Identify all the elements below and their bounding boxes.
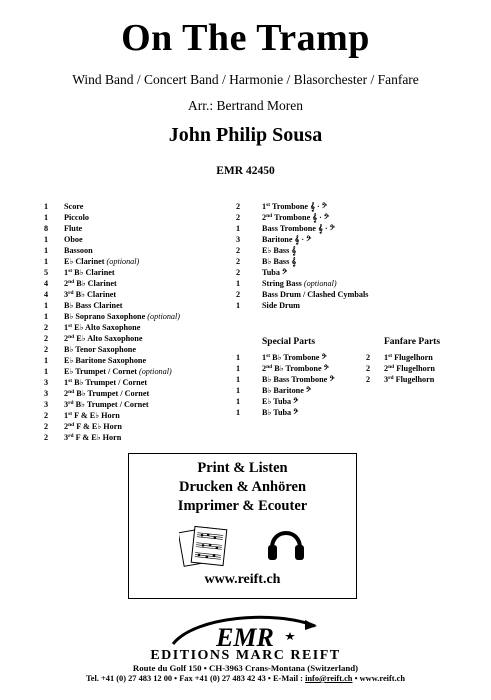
part-quantity: 2 bbox=[236, 213, 241, 222]
part-row bbox=[44, 311, 180, 322]
part-row bbox=[44, 234, 180, 245]
part-quantity: 2 bbox=[44, 411, 49, 420]
fanfare-parts-items bbox=[366, 352, 440, 385]
sheet-music-icon bbox=[179, 524, 235, 568]
composer-name: John Philip Sousa bbox=[168, 124, 323, 146]
part-row bbox=[236, 245, 368, 256]
part-name: Score bbox=[64, 202, 84, 211]
part-name: B♭ Bass Clarinet bbox=[64, 301, 123, 310]
part-row bbox=[236, 363, 335, 374]
part-name: 2nd B♭ Trumpet / Cornet bbox=[64, 389, 150, 398]
part-quantity: 1 bbox=[44, 356, 49, 365]
part-row bbox=[236, 300, 368, 311]
part-name: B♭ Baritone 𝄢 bbox=[262, 386, 312, 395]
part-quantity: 1 bbox=[236, 301, 241, 310]
part-row bbox=[236, 223, 368, 234]
part-quantity: 1 bbox=[236, 386, 241, 395]
part-quantity: 1 bbox=[44, 301, 49, 310]
part-row bbox=[366, 352, 440, 363]
part-name: Bass Drum / Clashed Cymbals bbox=[262, 290, 369, 299]
part-name: 1st B♭ Clarinet bbox=[64, 268, 115, 277]
website-link[interactable]: www.reift.ch bbox=[204, 572, 281, 587]
part-row bbox=[236, 289, 368, 300]
part-quantity: 2 bbox=[44, 433, 49, 442]
part-name: 3rd Flugelhorn bbox=[384, 375, 435, 384]
arranger-credit: Arr.: Bertrand Moren bbox=[187, 98, 304, 113]
promo-line-1: Print & Listen bbox=[197, 460, 288, 476]
part-quantity: 1 bbox=[236, 353, 241, 362]
part-row bbox=[236, 201, 368, 212]
part-quantity: 2 bbox=[44, 345, 49, 354]
part-name: 2nd E♭ Alto Saxophone bbox=[64, 334, 143, 343]
special-parts-items bbox=[236, 352, 335, 418]
part-note: (optional) bbox=[138, 367, 172, 376]
print-listen-box bbox=[128, 453, 357, 599]
catalog-number: EMR 42450 bbox=[216, 165, 275, 177]
part-name: B♭ Tenor Saxophone bbox=[64, 345, 136, 354]
part-quantity: 2 bbox=[236, 290, 241, 299]
promo-lines bbox=[129, 459, 356, 516]
part-name: 3rd F & E♭ Horn bbox=[64, 433, 122, 442]
part-row bbox=[44, 344, 180, 355]
part-row bbox=[366, 363, 440, 374]
part-name: B♭ Soprano Saxophone (optional) bbox=[64, 312, 181, 321]
part-row bbox=[44, 256, 180, 267]
part-quantity: 4 bbox=[44, 279, 49, 288]
part-row bbox=[44, 322, 180, 333]
ensemble-subtitle: Wind Band / Concert Band / Harmonie / Blasorchester / Fanfare bbox=[72, 72, 419, 87]
logo-mark: EMR bbox=[216, 623, 274, 652]
part-name: 1st E♭ Alto Saxophone bbox=[64, 323, 141, 332]
fanfare-parts-heading: Fanfare Parts bbox=[384, 337, 441, 347]
part-name: E♭ Bass 𝄞 bbox=[262, 246, 297, 255]
part-row bbox=[236, 267, 368, 278]
part-quantity: 1 bbox=[236, 397, 241, 406]
part-quantity: 1 bbox=[44, 367, 49, 376]
part-name: 3rd B♭ Trumpet / Cornet bbox=[64, 400, 149, 409]
part-row bbox=[236, 234, 368, 245]
part-quantity: 3 bbox=[236, 235, 241, 244]
part-row bbox=[44, 300, 180, 311]
part-row bbox=[236, 278, 368, 289]
parts-list-middle bbox=[236, 201, 368, 311]
part-quantity: 5 bbox=[44, 268, 49, 277]
part-row bbox=[44, 355, 180, 366]
contact-web: • www.reift.ch bbox=[352, 674, 406, 683]
part-name: 2nd B♭ Clarinet bbox=[64, 279, 117, 288]
part-quantity: 3 bbox=[44, 400, 49, 409]
part-row bbox=[44, 267, 180, 278]
part-row bbox=[44, 432, 180, 443]
part-quantity: 1 bbox=[236, 364, 241, 373]
part-quantity: 1 bbox=[236, 408, 241, 417]
email-link[interactable]: info@reift.ch bbox=[305, 674, 353, 683]
contact-phone-fax: Tel. +41 (0) 27 483 12 00 • Fax +41 (0) 27 483 42 43 • E-Mail : bbox=[85, 674, 306, 683]
part-name: Baritone 𝄞 · 𝄢 bbox=[262, 235, 312, 244]
part-name: 1st Flugelhorn bbox=[384, 353, 433, 362]
publisher-contact bbox=[0, 674, 491, 683]
part-note: (optional) bbox=[147, 312, 181, 321]
part-name: Piccolo bbox=[64, 213, 90, 222]
part-name: B♭ Bass 𝄞 bbox=[262, 257, 297, 266]
special-parts-list bbox=[236, 337, 335, 418]
parts-list-left bbox=[44, 201, 180, 443]
part-name: Bassoon bbox=[64, 246, 93, 255]
part-name: E♭ Trumpet / Cornet (optional) bbox=[64, 367, 172, 376]
part-quantity: 8 bbox=[44, 224, 49, 233]
part-quantity: 1 bbox=[44, 257, 49, 266]
part-quantity: 2 bbox=[236, 257, 241, 266]
part-quantity: 2 bbox=[236, 246, 241, 255]
part-row bbox=[44, 333, 180, 344]
part-row bbox=[44, 399, 180, 410]
part-row bbox=[44, 366, 180, 377]
part-name: 2nd F & E♭ Horn bbox=[64, 422, 122, 431]
part-name: Oboe bbox=[64, 235, 83, 244]
part-name: Bass Trombone 𝄞 · 𝄢 bbox=[262, 224, 335, 233]
part-quantity: 1 bbox=[44, 246, 49, 255]
part-name: 2nd B♭ Trombone 𝄢 bbox=[262, 364, 329, 373]
part-row bbox=[44, 245, 180, 256]
part-quantity: 1 bbox=[44, 235, 49, 244]
publisher-name: EDITIONS MARC REIFT bbox=[150, 648, 341, 663]
part-note: (optional) bbox=[106, 257, 140, 266]
part-quantity: 1 bbox=[236, 224, 241, 233]
part-quantity: 2 bbox=[366, 375, 371, 384]
headphones-icon bbox=[266, 520, 306, 564]
part-quantity: 2 bbox=[44, 323, 49, 332]
part-quantity: 1 bbox=[236, 279, 241, 288]
publisher-address: Route du Golf 150 • CH-3963 Crans-Montana (Switzerland) bbox=[132, 663, 359, 673]
piece-title: On The Tramp bbox=[121, 17, 370, 59]
part-row bbox=[366, 374, 440, 385]
part-quantity: 3 bbox=[44, 378, 49, 387]
promo-line-2: Drucken & Anhören bbox=[178, 479, 307, 495]
part-row bbox=[44, 377, 180, 388]
part-name: 2nd Trombone 𝄞 · 𝄢 bbox=[262, 213, 330, 222]
part-row bbox=[236, 374, 335, 385]
part-quantity: 2 bbox=[366, 353, 371, 362]
part-name: E♭ Clarinet (optional) bbox=[64, 257, 140, 266]
part-row bbox=[44, 289, 180, 300]
part-note: (optional) bbox=[303, 279, 337, 288]
part-quantity: 1 bbox=[236, 375, 241, 384]
special-parts-heading: Special Parts bbox=[262, 337, 316, 347]
part-row bbox=[236, 396, 335, 407]
part-quantity: 1 bbox=[44, 312, 49, 321]
part-row bbox=[236, 385, 335, 396]
part-quantity: 2 bbox=[236, 268, 241, 277]
part-row bbox=[44, 421, 180, 432]
part-name: 2nd Flugelhorn bbox=[384, 364, 435, 373]
part-name: 1st B♭ Trumpet / Cornet bbox=[64, 378, 148, 387]
part-name: B♭ Tuba 𝄢 bbox=[262, 408, 299, 417]
part-name: 3rd B♭ Clarinet bbox=[64, 290, 117, 299]
part-row bbox=[44, 201, 180, 212]
part-name: 1st B♭ Trombone 𝄢 bbox=[262, 353, 327, 362]
part-quantity: 2 bbox=[44, 334, 49, 343]
promo-line-3: Imprimer & Ecouter bbox=[177, 498, 308, 514]
part-name: E♭ Baritone Saxophone bbox=[64, 356, 147, 365]
part-quantity: 2 bbox=[366, 364, 371, 373]
part-row bbox=[236, 407, 335, 418]
part-name: E♭ Tuba 𝄢 bbox=[262, 397, 299, 406]
part-quantity: 2 bbox=[44, 422, 49, 431]
part-row bbox=[44, 212, 180, 223]
part-row bbox=[44, 388, 180, 399]
part-name: Side Drum bbox=[262, 301, 300, 310]
part-quantity: 3 bbox=[44, 389, 49, 398]
part-name: String Bass (optional) bbox=[262, 279, 337, 288]
fanfare-parts-list bbox=[366, 337, 440, 385]
part-row bbox=[236, 352, 335, 363]
part-name: 1st F & E♭ Horn bbox=[64, 411, 120, 420]
part-row bbox=[236, 212, 368, 223]
part-row bbox=[236, 256, 368, 267]
part-name: B♭ Bass Trombone 𝄢 bbox=[262, 375, 335, 384]
part-row bbox=[44, 278, 180, 289]
part-row bbox=[44, 223, 180, 234]
part-name: 1st Trombone 𝄞 · 𝄢 bbox=[262, 202, 328, 211]
part-row bbox=[44, 410, 180, 421]
part-name: Tuba 𝄢 bbox=[262, 268, 288, 277]
part-quantity: 2 bbox=[236, 202, 241, 211]
part-quantity: 1 bbox=[44, 202, 49, 211]
part-quantity: 4 bbox=[44, 290, 49, 299]
part-name: Flute bbox=[64, 224, 83, 233]
part-quantity: 1 bbox=[44, 213, 49, 222]
